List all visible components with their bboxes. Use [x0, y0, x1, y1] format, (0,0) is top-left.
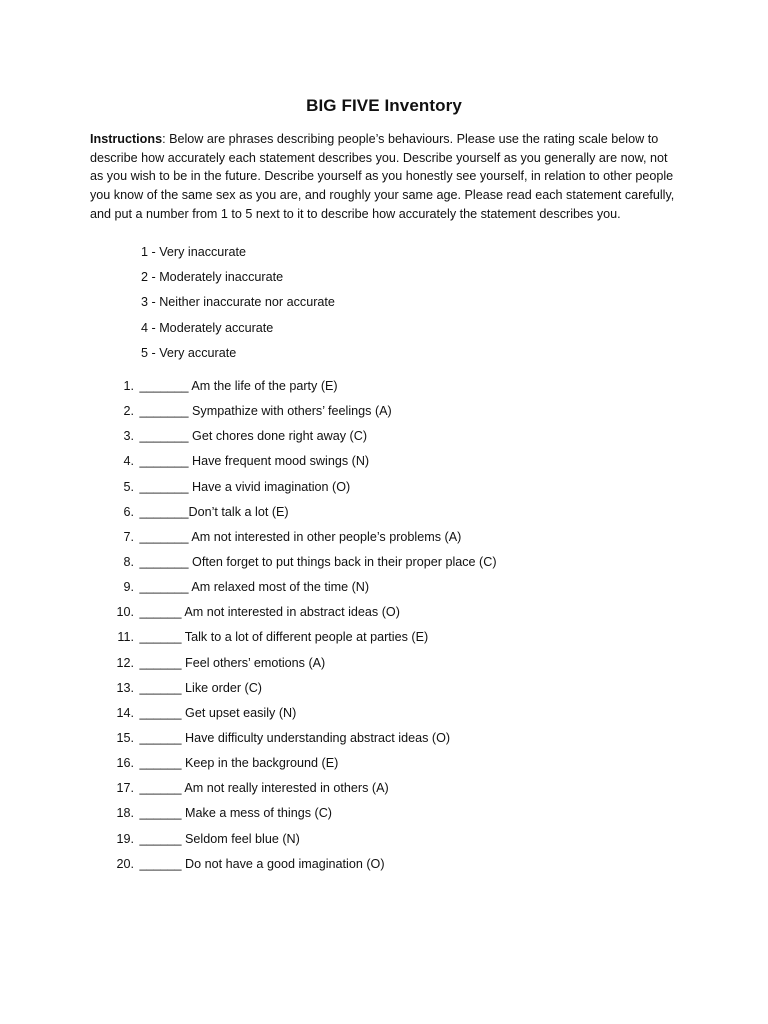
- statement-number: 11.: [117, 630, 134, 645]
- rating-scale-option: 4 - Moderately accurate: [141, 320, 274, 335]
- statement-number: 14.: [116, 705, 134, 720]
- statement-text: ______ Am not interested in abstract ideas (O): [139, 605, 400, 620]
- statement-item: [100, 603, 497, 628]
- statement-number: 18.: [116, 806, 134, 821]
- statement-text: _______ Have frequent mood swings (N): [139, 454, 370, 469]
- statement-number: 5.: [123, 479, 134, 494]
- rating-scale-option: 5 - Very accurate: [141, 345, 237, 360]
- statement-text: ______ Keep in the background (E): [139, 756, 339, 771]
- statement-number: 1.: [123, 379, 134, 393]
- statement-item: [100, 503, 497, 528]
- statement-item: [100, 830, 497, 855]
- statement-item: [100, 553, 497, 578]
- statement-item: [100, 452, 497, 477]
- statement-text: _______ Am the life of the party (E): [139, 379, 338, 393]
- statement-number: 9.: [123, 580, 134, 595]
- statement-number: 3.: [123, 429, 134, 444]
- statement-item: [100, 528, 497, 553]
- statement-number: 8.: [123, 554, 134, 569]
- statement-text: ______ Talk to a lot of different people at parties (E): [139, 630, 429, 645]
- statement-item: [100, 704, 497, 729]
- statement-text: ______ Am not really interested in others (A): [139, 781, 389, 796]
- instructions-text: : Below are phrases describing people’s behaviours. Please use the rating scale below to describe how accurately each statement describes you. Describe yourself as you generally are now, not as you wish to be in the future. Describe yourself as you honestly see yourself, in relation to other people you know of the same sex as you are, and roughly your same age. Please read each statement carefully, and put a number from 1 to 5 next to it to describe how accurately the statement describes you.: [90, 132, 675, 221]
- rating-scale-option: 3 - Neither inaccurate nor accurate: [141, 295, 335, 310]
- statement-number: 19.: [116, 831, 134, 846]
- rating-scale-option: 2 - Moderately inaccurate: [141, 270, 284, 285]
- page-title: BIG FIVE Inventory: [306, 96, 462, 115]
- statement-number: 2.: [123, 404, 134, 419]
- statement-number: 20.: [116, 856, 134, 871]
- statement-number: 17.: [116, 781, 134, 796]
- statement-item: [100, 855, 497, 880]
- statement-item: [100, 578, 497, 603]
- statement-item: [100, 628, 497, 653]
- statement-text: ______ Get upset easily (N): [139, 705, 297, 720]
- statement-text: ______ Do not have a good imagination (O): [139, 856, 385, 871]
- statement-text: _______ Often forget to put things back in their proper place (C): [139, 554, 497, 569]
- statement-text: _______ Sympathize with others’ feelings (A): [139, 404, 392, 419]
- statement-number: 7.: [123, 529, 134, 544]
- statement-number: 12.: [116, 655, 134, 670]
- statement-text: ______ Seldom feel blue (N): [139, 831, 300, 846]
- statement-item: [100, 654, 497, 679]
- statement-number: 15.: [116, 730, 134, 745]
- statement-text: _______ Have a vivid imagination (O): [139, 479, 351, 494]
- statement-text: ______ Make a mess of things (C): [139, 806, 332, 821]
- statement-item: [100, 729, 497, 754]
- statement-item: [100, 754, 497, 779]
- statement-item: [100, 804, 497, 829]
- statement-number: 6.: [123, 504, 134, 519]
- statement-number: 10.: [116, 605, 134, 620]
- statement-text: _______ Am relaxed most of the time (N): [139, 580, 370, 595]
- statement-text: ______ Feel others’ emotions (A): [139, 655, 326, 670]
- rating-scale-option: 1 - Very inaccurate: [141, 245, 246, 259]
- statement-list: [100, 377, 497, 880]
- statement-item: [100, 377, 497, 402]
- statement-item: [100, 779, 497, 804]
- rating-scale: [141, 243, 335, 369]
- statement-text: ______ Like order (C): [139, 680, 263, 695]
- instructions-label: Instructions: [90, 132, 163, 146]
- statement-number: 13.: [116, 680, 134, 695]
- statement-text: _______ Get chores done right away (C): [139, 429, 368, 444]
- statement-number: 16.: [116, 756, 134, 771]
- statement-item: [100, 402, 497, 427]
- statement-item: [100, 427, 497, 452]
- statement-text: _______ Am not interested in other people’s problems (A): [139, 529, 462, 544]
- statement-text: _______Don’t talk a lot (E): [139, 504, 289, 519]
- instructions-paragraph: [90, 130, 678, 224]
- statement-number: 4.: [123, 454, 134, 469]
- statement-item: [100, 679, 497, 704]
- statement-item: [100, 478, 497, 503]
- statement-text: ______ Have difficulty understanding abstract ideas (O): [139, 730, 451, 745]
